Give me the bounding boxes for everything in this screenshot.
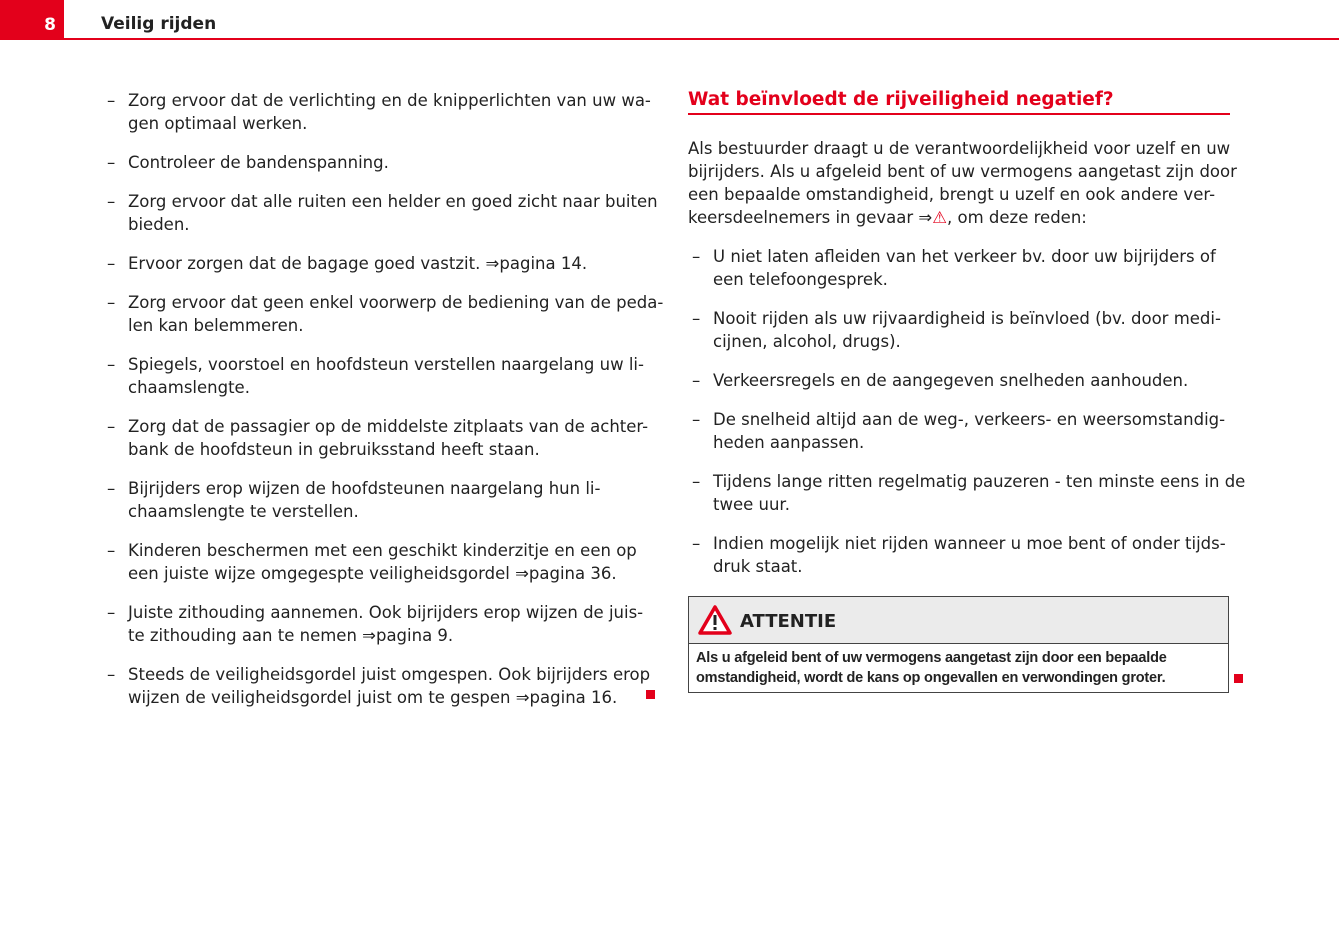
end-marker (1234, 674, 1243, 683)
bullet-dash: – (107, 153, 116, 172)
warning-box: ATTENTIE Als u afgeleid bent of uw vermogens aangetast zijn door een bepaalde omstandigheid, wordt de kans op ongevallen en verwondingen groter. (688, 596, 1229, 693)
section-heading: Wat beïnvloedt de rijveiligheid negatief? (688, 89, 1230, 115)
intro-paragraph: Als bestuurder draagt u de verantwoordelijkheid voor uzelf en uw bijrijders. Als u afgeleid bent of uw vermogens aangetast zijn door een bepaalde omstandigheid, brengt u uzelf en ook andere ver- keersdeelnemers in gevaar ⇒⚠, om deze reden: (688, 139, 1237, 227)
bullet-dash: – (107, 665, 116, 684)
bullet-dash: – (692, 472, 701, 491)
warning-icon: ⚠ (932, 208, 948, 227)
bullet-dash: – (107, 192, 116, 211)
end-marker (646, 690, 655, 699)
bullet-dash: – (692, 534, 701, 553)
page-number: 8 (0, 0, 64, 40)
list-item: – Verkeersregels en de aangegeven snelheden aanhouden. (692, 371, 1189, 390)
list-item: – Zorg dat de passagier op de middelste zitplaats van de achter- bank de hoofdsteun in gebruiksstand heeft staan. (107, 417, 649, 459)
list-item: – Indien mogelijk niet rijden wanneer u moe bent of onder tijds- druk staat. (692, 534, 1226, 576)
list-item: – Juiste zithouding aannemen. Ook bijrijders erop wijzen de juis- te zithouding aan te nemen ⇒pagina 9. (107, 603, 644, 645)
bullet-dash: – (692, 247, 701, 266)
right-list (692, 245, 1246, 594)
warning-title: ATTENTIE (740, 611, 837, 632)
bullet-dash: – (692, 371, 701, 390)
chapter-title: Veilig rijden (101, 14, 217, 34)
list-item: – Controleer de bandenspanning. (107, 153, 389, 172)
list-item: – Steeds de veiligheidsgordel juist omgespen. Ook bijrijders erop wijzen de veiligheidsgordel juist om te gespen ⇒pagina 16. (107, 665, 651, 707)
left-column (107, 89, 664, 725)
list-item: – U niet laten afleiden van het verkeer bv. door uw bijrijders of een telefoongesprek. (692, 247, 1216, 289)
list-item: – Ervoor zorgen dat de bagage goed vastzit. ⇒pagina 14. (107, 254, 588, 273)
list-item: – Nooit rijden als uw rijvaardigheid is beïnvloed (bv. door medi- cijnen, alcohol, drugs). (692, 309, 1221, 351)
list-item: – Kinderen beschermen met een geschikt kinderzitje en een op een juiste wijze omgegespte veiligheidsgordel ⇒pagina 36. (107, 541, 637, 583)
bullet-dash: – (107, 603, 116, 622)
header-rule (64, 38, 1339, 40)
list-item: – Bijrijders erop wijzen de hoofdsteunen naargelang hun li- chaamslengte te verstellen. (107, 479, 601, 521)
list-item: – Zorg ervoor dat de verlichting en de knipperlichten van uw wa- gen optimaal werken. (107, 91, 651, 133)
bullet-dash: – (107, 417, 116, 436)
list-item: – Tijdens lange ritten regelmatig pauzeren - ten minste eens in de twee uur. (692, 472, 1246, 514)
bullet-dash: – (692, 309, 701, 328)
list-item: – Zorg ervoor dat alle ruiten een helder en goed zicht naar buiten bieden. (107, 192, 658, 234)
bullet-dash: – (107, 479, 116, 498)
bullet-dash: – (107, 91, 116, 110)
warning-triangle-icon (697, 604, 733, 636)
list-item: – Spiegels, voorstoel en hoofdsteun verstellen naargelang uw li- chaamslengte. (107, 355, 644, 397)
bullet-dash: – (107, 254, 116, 273)
bullet-dash: – (692, 410, 701, 429)
list-item: – Zorg ervoor dat geen enkel voorwerp de bediening van de peda- len kan belemmeren. (107, 293, 664, 335)
bullet-dash: – (107, 355, 116, 374)
bullet-dash: – (107, 541, 116, 560)
bullet-dash: – (107, 293, 116, 312)
list-item: – De snelheid altijd aan de weg-, verkeers- en weersomstandig- heden aanpassen. (692, 410, 1226, 452)
